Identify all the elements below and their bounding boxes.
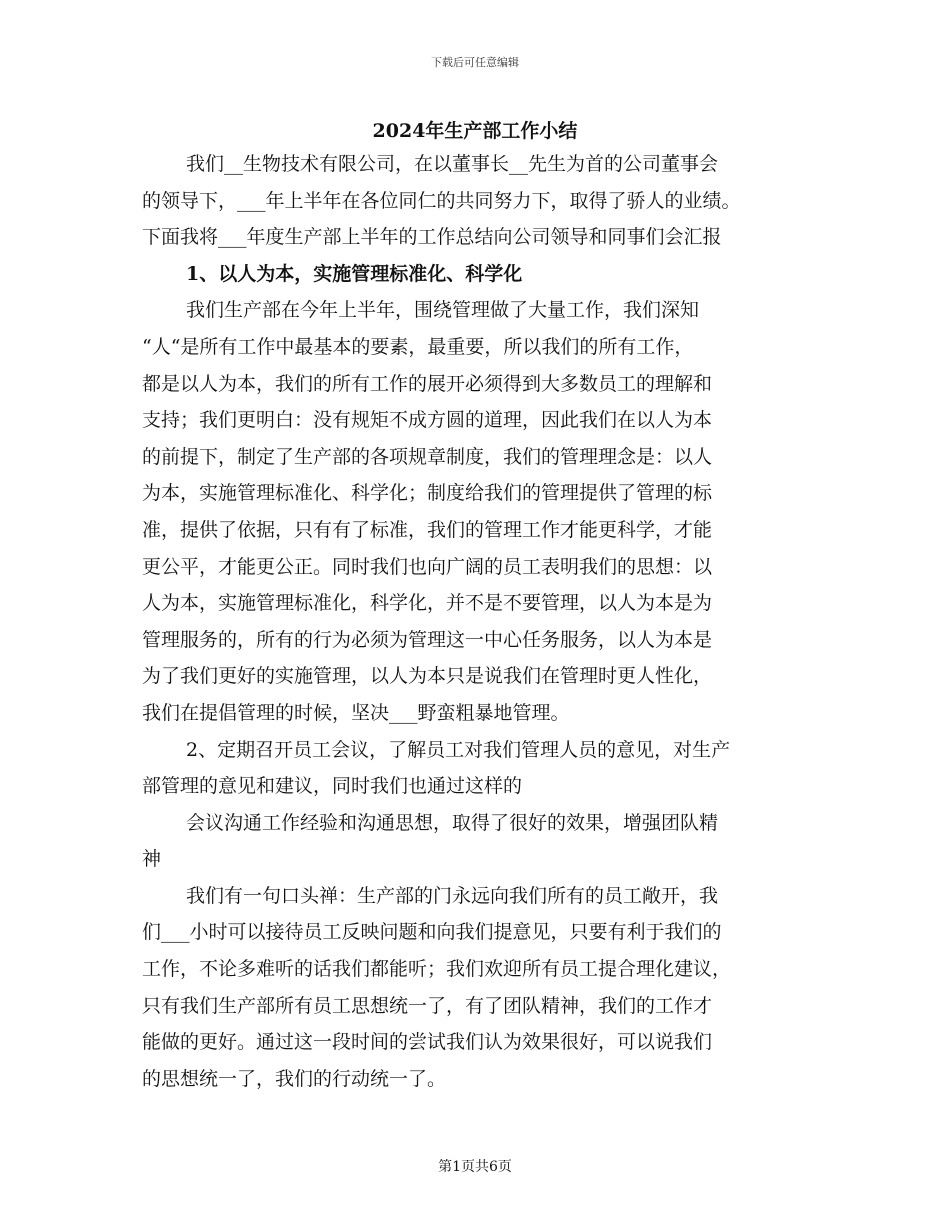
document-body xyxy=(142,146,822,1097)
body-line: 我们在提倡管理的时候，坚决___野蛮粗暴地管理。 xyxy=(142,701,570,724)
body-line: 我们生产部在今年上半年，围绕管理做了大量工作，我们深知 xyxy=(186,299,700,322)
body-line: 管理服务的，所有的行为必须为管理这一中心任务服务，以人为本是 xyxy=(142,628,713,651)
body-line: 部管理的意见和建议，同时我们也通过这样的 xyxy=(142,775,523,798)
body-line: 的前提下，制定了生产部的各项规章制度，我们的管理理念是：以人 xyxy=(142,445,713,468)
header-note: 下载后可任意编辑 xyxy=(431,56,519,69)
body-line: 我们__生物技术有限公司，在以董事长__先生为首的公司董事会 xyxy=(186,153,719,175)
body-line: “人“是所有工作中最基本的要素，最重要，所以我们的所有工作， xyxy=(142,335,694,358)
body-line: 2、定期召开员工会议，了解员工对我们管理人员的意见，对生产 xyxy=(186,738,731,761)
body-line: 为本，实施管理标准化、科学化；制度给我们的管理提供了管理的标 xyxy=(142,482,713,505)
body-line: 人为本，实施管理标准化，科学化，并不是不要管理，以人为本是为 xyxy=(142,592,713,615)
body-line: 工作，不论多难听的话我们都能听；我们欢迎所有员工提合理化建议， xyxy=(142,958,732,981)
body-line: 会议沟通工作经验和沟通思想，取得了很好的效果，增强团队精 xyxy=(186,811,719,834)
body-line: 我们有一句口头禅：生产部的门永远向我们所有的员工敞开，我 xyxy=(186,884,719,907)
body-line: 能做的更好。通过这一段时间的尝试我们认为效果很好，可以说我们 xyxy=(142,1031,713,1054)
body-line: 下面我将___年度生产部上半年的工作总结向公司领导和同事们会汇报 xyxy=(142,226,722,249)
page-footer: 第1页共6页 xyxy=(438,1159,512,1175)
document-title: 2024年生产部工作小结 xyxy=(372,120,578,142)
body-line: 都是以人为本，我们的所有工作的展开必须得到大多数员工的理解和 xyxy=(142,372,713,395)
body-line: 支持；我们更明白：没有规矩不成方圆的道理，因此我们在以人为本 xyxy=(142,409,713,432)
body-line: 们___小时可以接待员工反映问题和向我们提意见，只要有利于我们的 xyxy=(142,921,722,944)
body-line: 的领导下，___年上半年在各位同仁的共同努力下，取得了骄人的业绩。 xyxy=(142,189,741,212)
body-line: 的思想统一了，我们的行动统一了。 xyxy=(142,1067,447,1090)
section-heading: 1、以人为本，实施管理标准化、科学化 xyxy=(186,262,523,285)
body-line: 为了我们更好的实施管理，以人为本只是说我们在管理时更人性化， xyxy=(142,665,713,688)
body-line: 准，提供了依据，只有有了标准，我们的管理工作才能更科学，才能 xyxy=(142,518,713,541)
body-line: 只有我们生产部所有员工思想统一了，有了团队精神，我们的工作才 xyxy=(142,994,713,1017)
body-line: 神 xyxy=(142,848,162,871)
body-line: 更公平，才能更公正。同时我们也向广阔的员工表明我们的思想：以 xyxy=(142,555,713,578)
